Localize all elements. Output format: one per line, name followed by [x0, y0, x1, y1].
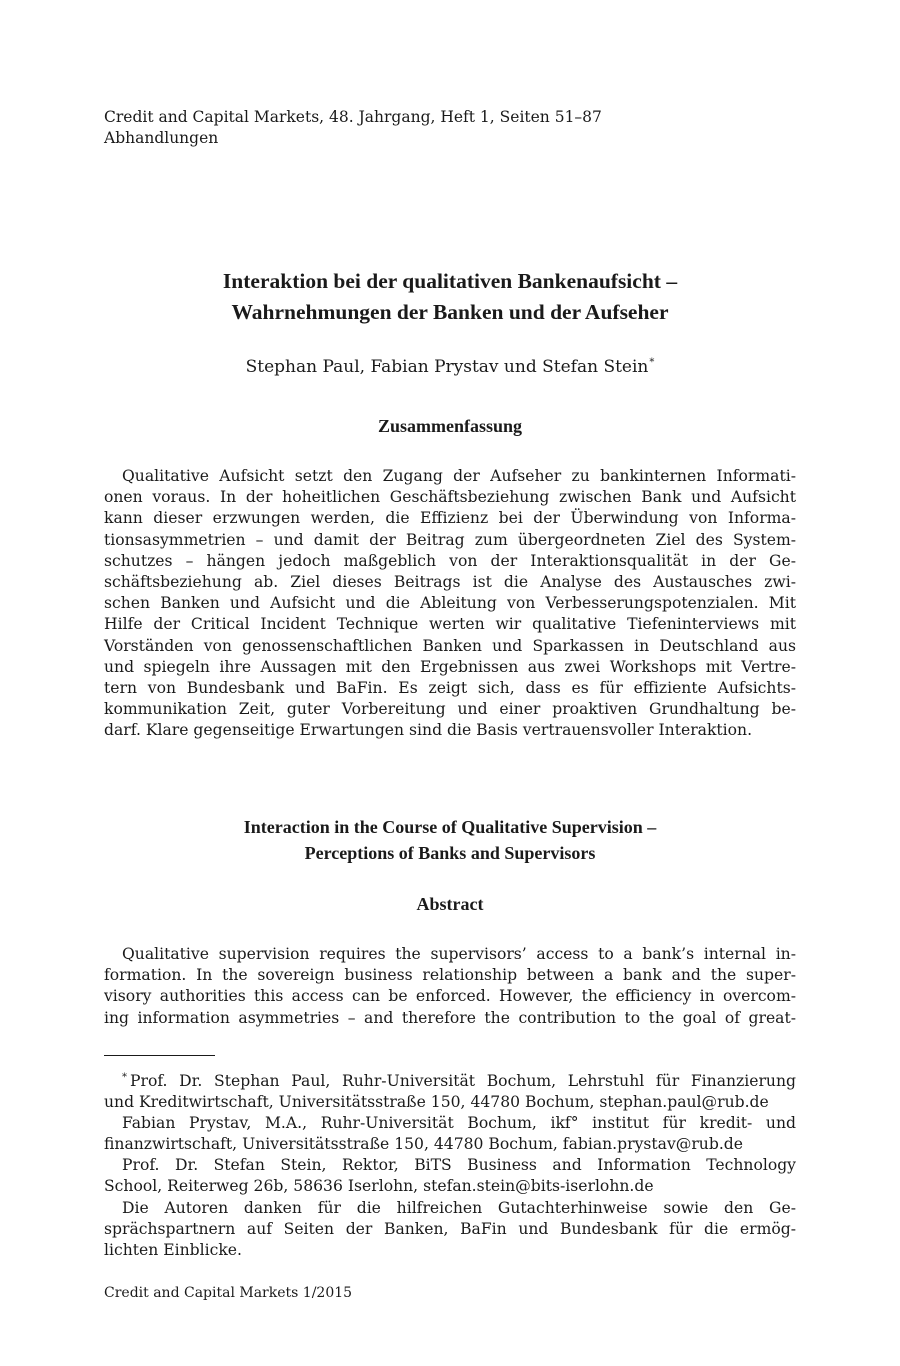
footnote-line: lichten Einblicke. — [104, 1240, 242, 1259]
footnote-text: Prof. Dr. Stephan Paul, Ruhr-Universität Bochum, Lehrstuhl für Finanzierung — [130, 1072, 796, 1090]
zusammenfassung-line: Qualitative Aufsicht setzt den Zugang der Aufseher zu bankinternen Informati- — [122, 467, 796, 485]
zusammenfassung-line: und spiegeln ihre Aussagen mit den Ergebnissen aus zwei Workshops mit Vertre- — [104, 657, 796, 676]
journal-citation: Credit and Capital Markets, 48. Jahrgang, Heft 1, Seiten 51–87 — [104, 108, 602, 126]
zusammenfassung-line: tern von Bundesbank und BaFin. Es zeigt sich, dass es für effiziente Aufsichts- — [104, 679, 796, 698]
abstract-line: formation. In the sovereign business relationship between a bank and the super- — [104, 966, 796, 985]
footnote-mark: * — [122, 1072, 127, 1083]
abstract-heading: Abstract — [416, 894, 484, 914]
footnote-line: Die Autoren danken für die hilfreichen Gutachterhinweise sowie den Ge- — [122, 1198, 796, 1217]
author-names: Stephan Paul, Fabian Prystav und Stefan Stein — [245, 357, 649, 377]
english-title — [104, 814, 796, 866]
section-label: Abhandlungen — [104, 129, 219, 147]
abstract-line: visory authorities this access can be enforced. However, the efficiency in overcom- — [104, 987, 796, 1006]
journal-header — [104, 107, 602, 149]
zusammenfassung-line: schäftsbeziehung ab. Ziel dieses Beitrags ist die Analyse des Austausches zwi- — [104, 573, 796, 592]
author-line — [104, 352, 796, 378]
english-title-line-1: Interaction in the Course of Qualitative Supervision – — [243, 817, 657, 837]
page-footer: Credit and Capital Markets 1/2015 — [104, 1285, 353, 1301]
zusammenfassung-line: kann dieser erzwungen werden, die Effizienz bei der Überwindung von Informa- — [104, 509, 796, 528]
footnotes — [104, 1067, 796, 1261]
footnote-line: Fabian Prystav, M.A., Ruhr-Universität Bochum, ikf° institut für kredit- und — [122, 1114, 796, 1133]
zusammenfassung-line: tionsasymmetrien – und damit der Beitrag zum übergeordneten Ziel des System- — [104, 530, 796, 549]
zusammenfassung-line: schen Banken und Aufsicht und die Ableitung von Verbesserungspotenzialen. Mit — [104, 594, 796, 613]
zusammenfassung-line: onen voraus. In der hoheitlichen Geschäftsbeziehung zwischen Bank und Aufsicht — [104, 488, 796, 507]
footnote-line — [104, 1067, 796, 1092]
footnote-line: School, Reiterweg 26b, 58636 Iserlohn, stefan.stein@bits-iserlohn.de — [104, 1177, 654, 1196]
german-title-line-2: Wahrnehmungen der Banken und der Aufseher — [231, 300, 669, 324]
zusammenfassung-body — [104, 466, 796, 742]
footnote-line: Prof. Dr. Stefan Stein, Rektor, BiTS Business and Information Technology — [122, 1156, 796, 1175]
footnote-line: und Kreditwirtschaft, Universitätsstraße 150, 44780 Bochum, stephan.paul@rub.de — [104, 1093, 769, 1112]
abstract-line: Qualitative supervision requires the supervisors’ access to a bank’s internal in- — [122, 945, 796, 963]
author-footnote-mark: * — [649, 357, 655, 368]
english-title-line-2: Perceptions of Banks and Supervisors — [304, 843, 596, 863]
footnote-divider — [104, 1055, 215, 1056]
german-title-line-1: Interaktion bei der qualitativen Bankenaufsicht – — [222, 269, 678, 293]
zusammenfassung-line: Vorständen von genossenschaftlichen Banken und Sparkassen in Deutschland aus — [104, 636, 796, 655]
zusammenfassung-line: darf. Klare gegenseitige Erwartungen sind die Basis vertrauensvoller Interaktion. — [104, 721, 753, 740]
zusammenfassung-line: schutzes – hängen jedoch maßgeblich von der Interaktionsqualität in der Ge- — [104, 551, 796, 570]
footnote-line: finanzwirtschaft, Universitätsstraße 150, 44780 Bochum, fabian.prystav@rub.de — [104, 1135, 743, 1154]
abstract-body — [104, 944, 796, 1029]
german-title — [104, 266, 796, 328]
zusammenfassung-heading: Zusammenfassung — [377, 416, 523, 436]
footnote-line: sprächspartnern auf Seiten der Banken, BaFin und Bundesbank für die ermög- — [104, 1219, 796, 1238]
zusammenfassung-line: kommunikation Zeit, guter Vorbereitung und einer proaktiven Grundhaltung be- — [104, 700, 796, 719]
abstract-line: ing information asymmetries – and therefore the contribution to the goal of great- — [104, 1008, 796, 1027]
zusammenfassung-line: Hilfe der Critical Incident Technique werten wir qualitative Tiefeninterviews mit — [104, 615, 796, 634]
